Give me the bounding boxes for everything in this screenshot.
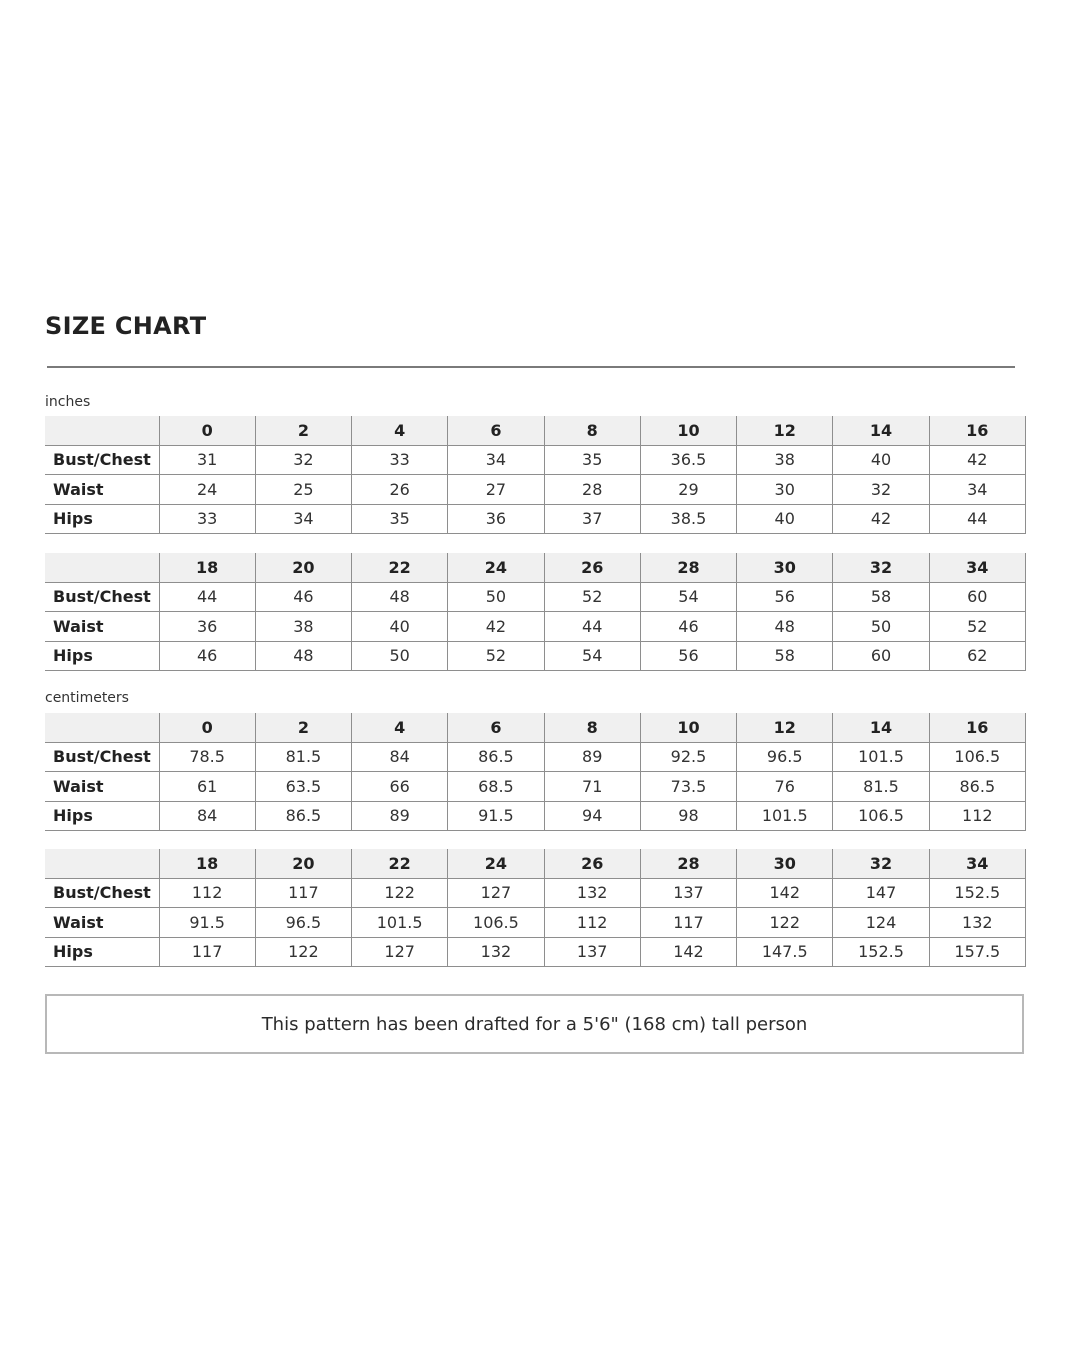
measurement-value: 54 [640, 582, 736, 612]
measurement-value: 122 [737, 908, 833, 938]
size-header-cell: 10 [640, 713, 736, 742]
size-header-cell: 22 [352, 849, 448, 878]
measurement-row [45, 475, 1026, 505]
measurement-label: Bust/Chest [45, 878, 159, 908]
size-header-cell: 4 [352, 713, 448, 742]
measurement-value: 60 [833, 641, 929, 671]
measurement-value: 91.5 [159, 908, 255, 938]
measurement-value: 32 [255, 445, 351, 475]
measurement-value: 112 [929, 801, 1025, 831]
measurement-value: 68.5 [448, 772, 544, 802]
unit-label-inches: inches [45, 394, 91, 410]
size-header-row [45, 849, 1026, 878]
measurement-label: Hips [45, 504, 159, 534]
size-header-cell: 24 [448, 553, 544, 582]
size-header-cell: 30 [737, 553, 833, 582]
measurement-value: 81.5 [833, 772, 929, 802]
measurement-value: 42 [929, 445, 1025, 475]
measurement-value: 33 [352, 445, 448, 475]
size-header-cell: 32 [833, 553, 929, 582]
size-header-cell: 30 [737, 849, 833, 878]
measurement-value: 25 [255, 475, 351, 505]
size-header-cell: 20 [255, 553, 351, 582]
measurement-value: 42 [833, 504, 929, 534]
measurement-value: 147.5 [737, 937, 833, 967]
measurement-value: 152.5 [833, 937, 929, 967]
measurement-value: 62 [929, 641, 1025, 671]
measurement-value: 44 [544, 612, 640, 642]
measurement-value: 40 [833, 445, 929, 475]
measurement-value: 117 [640, 908, 736, 938]
measurement-value: 38 [737, 445, 833, 475]
measurement-row [45, 641, 1026, 671]
measurement-value: 122 [352, 878, 448, 908]
size-header-cell: 16 [929, 713, 1025, 742]
size-header-row [45, 416, 1026, 445]
measurement-label: Bust/Chest [45, 445, 159, 475]
measurement-row [45, 582, 1026, 612]
measurement-value: 34 [929, 475, 1025, 505]
measurement-value: 52 [448, 641, 544, 671]
measurement-value: 117 [255, 878, 351, 908]
measurement-value: 84 [352, 742, 448, 772]
measurement-label: Hips [45, 937, 159, 967]
measurement-value: 132 [448, 937, 544, 967]
height-note: This pattern has been drafted for a 5'6" (168 cm) tall person [45, 994, 1024, 1054]
measurement-label: Bust/Chest [45, 582, 159, 612]
measurement-row [45, 772, 1026, 802]
measurement-label: Waist [45, 772, 159, 802]
size-header-cell: 8 [544, 416, 640, 445]
measurement-value: 66 [352, 772, 448, 802]
measurement-value: 157.5 [929, 937, 1025, 967]
size-header-cell: 32 [833, 849, 929, 878]
measurement-value: 31 [159, 445, 255, 475]
measurement-value: 122 [255, 937, 351, 967]
measurement-value: 34 [255, 504, 351, 534]
measurement-value: 38.5 [640, 504, 736, 534]
measurement-label: Bust/Chest [45, 742, 159, 772]
measurement-value: 106.5 [448, 908, 544, 938]
measurement-label: Waist [45, 612, 159, 642]
measurement-row [45, 908, 1026, 938]
measurement-row [45, 612, 1026, 642]
measurement-value: 142 [737, 878, 833, 908]
measurement-value: 132 [544, 878, 640, 908]
measurement-value: 34 [448, 445, 544, 475]
corner-cell [45, 553, 159, 582]
measurement-row [45, 504, 1026, 534]
size-header-cell: 22 [352, 553, 448, 582]
size-header-cell: 16 [929, 416, 1025, 445]
measurement-value: 96.5 [737, 742, 833, 772]
title-divider [47, 366, 1015, 368]
size-header-cell: 10 [640, 416, 736, 445]
measurement-row [45, 801, 1026, 831]
measurement-value: 101.5 [737, 801, 833, 831]
measurement-value: 60 [929, 582, 1025, 612]
measurement-value: 92.5 [640, 742, 736, 772]
measurement-value: 40 [737, 504, 833, 534]
measurement-value: 137 [640, 878, 736, 908]
measurement-value: 71 [544, 772, 640, 802]
measurement-value: 32 [833, 475, 929, 505]
measurement-value: 96.5 [255, 908, 351, 938]
size-header-cell: 34 [929, 553, 1025, 582]
measurement-value: 61 [159, 772, 255, 802]
measurement-value: 40 [352, 612, 448, 642]
size-table-centimeters-2 [45, 849, 1026, 967]
measurement-value: 46 [255, 582, 351, 612]
page-title: SIZE CHART [45, 312, 207, 340]
size-header-cell: 26 [544, 553, 640, 582]
size-header-cell: 20 [255, 849, 351, 878]
size-header-cell: 18 [159, 553, 255, 582]
measurement-value: 36.5 [640, 445, 736, 475]
measurement-value: 76 [737, 772, 833, 802]
measurement-value: 48 [352, 582, 448, 612]
measurement-value: 127 [352, 937, 448, 967]
measurement-value: 52 [544, 582, 640, 612]
measurement-value: 26 [352, 475, 448, 505]
measurement-value: 56 [737, 582, 833, 612]
measurement-value: 28 [544, 475, 640, 505]
corner-cell [45, 849, 159, 878]
size-header-cell: 0 [159, 416, 255, 445]
size-table-inches-2 [45, 553, 1026, 671]
measurement-value: 132 [929, 908, 1025, 938]
measurement-value: 29 [640, 475, 736, 505]
size-header-cell: 0 [159, 713, 255, 742]
measurement-value: 44 [159, 582, 255, 612]
size-table-centimeters-1 [45, 713, 1026, 831]
measurement-value: 27 [448, 475, 544, 505]
measurement-value: 101.5 [833, 742, 929, 772]
size-header-cell: 12 [737, 416, 833, 445]
measurement-value: 142 [640, 937, 736, 967]
size-header-cell: 14 [833, 416, 929, 445]
measurement-value: 37 [544, 504, 640, 534]
size-header-cell: 26 [544, 849, 640, 878]
measurement-value: 54 [544, 641, 640, 671]
measurement-value: 35 [544, 445, 640, 475]
measurement-value: 124 [833, 908, 929, 938]
measurement-value: 50 [448, 582, 544, 612]
measurement-value: 48 [255, 641, 351, 671]
corner-cell [45, 416, 159, 445]
measurement-value: 94 [544, 801, 640, 831]
measurement-value: 58 [737, 641, 833, 671]
size-header-cell: 6 [448, 416, 544, 445]
measurement-value: 73.5 [640, 772, 736, 802]
measurement-row [45, 445, 1026, 475]
measurement-label: Hips [45, 641, 159, 671]
measurement-value: 84 [159, 801, 255, 831]
size-header-cell: 8 [544, 713, 640, 742]
measurement-value: 89 [544, 742, 640, 772]
measurement-value: 152.5 [929, 878, 1025, 908]
measurement-row [45, 878, 1026, 908]
corner-cell [45, 713, 159, 742]
measurement-value: 127 [448, 878, 544, 908]
measurement-label: Waist [45, 908, 159, 938]
measurement-value: 147 [833, 878, 929, 908]
size-header-row [45, 553, 1026, 582]
measurement-value: 42 [448, 612, 544, 642]
measurement-value: 137 [544, 937, 640, 967]
measurement-value: 48 [737, 612, 833, 642]
measurement-row [45, 742, 1026, 772]
size-header-cell: 2 [255, 713, 351, 742]
measurement-value: 36 [159, 612, 255, 642]
measurement-value: 81.5 [255, 742, 351, 772]
measurement-value: 86.5 [929, 772, 1025, 802]
size-header-cell: 28 [640, 849, 736, 878]
measurement-value: 50 [833, 612, 929, 642]
measurement-value: 86.5 [255, 801, 351, 831]
size-header-cell: 4 [352, 416, 448, 445]
measurement-value: 50 [352, 641, 448, 671]
measurement-value: 38 [255, 612, 351, 642]
measurement-value: 106.5 [929, 742, 1025, 772]
size-header-row [45, 713, 1026, 742]
measurement-value: 24 [159, 475, 255, 505]
size-header-cell: 34 [929, 849, 1025, 878]
measurement-value: 106.5 [833, 801, 929, 831]
measurement-value: 58 [833, 582, 929, 612]
size-header-cell: 12 [737, 713, 833, 742]
measurement-value: 78.5 [159, 742, 255, 772]
measurement-value: 63.5 [255, 772, 351, 802]
size-header-cell: 2 [255, 416, 351, 445]
size-header-cell: 24 [448, 849, 544, 878]
measurement-value: 52 [929, 612, 1025, 642]
measurement-label: Waist [45, 475, 159, 505]
size-header-cell: 6 [448, 713, 544, 742]
measurement-value: 112 [544, 908, 640, 938]
measurement-value: 117 [159, 937, 255, 967]
measurement-value: 89 [352, 801, 448, 831]
measurement-label: Hips [45, 801, 159, 831]
size-table-inches-1 [45, 416, 1026, 534]
measurement-value: 112 [159, 878, 255, 908]
measurement-value: 30 [737, 475, 833, 505]
measurement-value: 33 [159, 504, 255, 534]
measurement-value: 98 [640, 801, 736, 831]
measurement-value: 56 [640, 641, 736, 671]
measurement-value: 46 [159, 641, 255, 671]
size-header-cell: 14 [833, 713, 929, 742]
measurement-value: 101.5 [352, 908, 448, 938]
size-header-cell: 28 [640, 553, 736, 582]
measurement-value: 44 [929, 504, 1025, 534]
measurement-value: 46 [640, 612, 736, 642]
measurement-row [45, 937, 1026, 967]
measurement-value: 36 [448, 504, 544, 534]
measurement-value: 86.5 [448, 742, 544, 772]
measurement-value: 91.5 [448, 801, 544, 831]
size-header-cell: 18 [159, 849, 255, 878]
measurement-value: 35 [352, 504, 448, 534]
unit-label-centimeters: centimeters [45, 690, 129, 706]
